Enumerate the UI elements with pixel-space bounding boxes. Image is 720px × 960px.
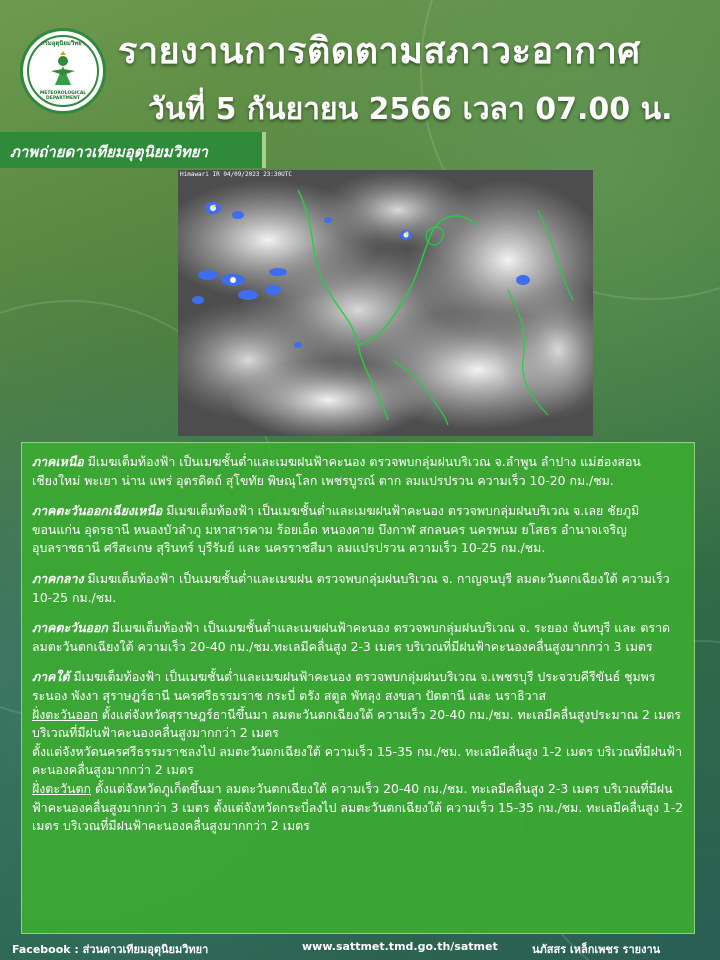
region-northeast [32, 502, 686, 558]
satellite-header-text: Himawari IR 04/09/2023 23:30UTC [180, 171, 292, 178]
region-east [32, 619, 686, 656]
region-text: มีเมฆเต็มท้องฟ้า เป็นเมฆชั้นต่ำและเมฆฝนฟ้าคะนอง ตรวจพบกลุ่มฝนบริเวณ จ. ระยอง จันทบุรี และ ตราด ลมตะวันตกเฉียงใต้ ความเร็ว 20-40 กม./ชม.ทะเลมีคลื่นสูง 2-3 เมตร บริเวณที่มีฝนฟ้าคะนองคลื่นสูงมากกว่า 3 เมตร [32, 620, 671, 654]
east-coast-label: ฝั่งตะวันออก [32, 706, 98, 722]
satellite-section-label: ภาพถ่ายดาวเทียมอุตุนิยมวิทยา [0, 132, 266, 168]
east-coast-text: ตั้งแต่จังหวัดสุราษฎร์ธานีขึ้นมา ลมตะวันตกเฉียงใต้ ความเร็ว 20-40 กม./ชม. ทะเลมีคลื่นสูงประมาณ 2 เมตร บริเวณที่มีฝนฟ้าคะนองคลื่นสูงมากกว่า 2 เมตร [32, 706, 681, 741]
logo-text-bottom: METEOROLOGICAL DEPARTMENT [39, 91, 87, 101]
facebook-link[interactable]: Facebook : ส่วนดาวเทียมอุตุนิยมวิทยา [12, 943, 209, 956]
region-name: ภาคเหนือ [32, 454, 84, 469]
footer [0, 936, 720, 960]
reporter-credit: นภัสสร เหล็กเพชร รายงาน [532, 943, 661, 956]
tmd-logo [20, 28, 106, 114]
website-link[interactable]: www.sattmet.tmd.go.th/satmet [302, 940, 498, 953]
logo-text-top: กรมอุตุนิยมวิทยา [40, 40, 86, 47]
west-coast-text: ตั้งแต่จังหวัดภูเก็ตขึ้นมา ลมตะวันตกเฉียงใต้ ความเร็ว 20-40 กม./ชม. ทะเลมีคลื่นสูง 2-3 เมตร บริเวณที่มีฝนฟ้าคะนองคลื่นสูงมากกว่า 3 เมตร ตั้งแต่จังหวัดกระบี่ลงไป ลมตะวันตกเฉียงใต้ ความเร็ว 15-35 กม./ชม. ทะเลมีคลื่นสูง 1-2 เมตร บริเวณที่มีฝนฟ้าคะนองคลื่นสูงมากกว่า 2 เมตร [32, 780, 684, 834]
weather-summary-panel [21, 442, 695, 934]
region-text: มีเมฆเต็มท้องฟ้า เป็นเมฆชั้นต่ำและเมฆฝน ตรวจพบกลุ่มฝนบริเวณ จ. กาญจนบุรี ลมตะวันตกเฉียงใต้ ความเร็ว 10-25 กม./ชม. [32, 570, 670, 605]
east-coast-block [32, 706, 686, 743]
satellite-image [178, 170, 593, 436]
region-south [32, 668, 686, 835]
region-text: มีเมฆเต็มท้องฟ้า เป็นเมฆชั้นต่ำและเมฆฝนฟ้าคะนอง ตรวจพบกลุ่มฝนบริเวณ จ.ลำพูน ลำปาง แม่ฮ่องสอน เชียงใหม่ พะเยา น่าน แพร่ อุตรดิตถ์ สุโขทัย พิษณุโลก เพชรบูรณ์ ตาก ลมแปรปรวน ความเร็ว 10-20 กม./ชม. [32, 454, 641, 488]
region-central [32, 570, 686, 607]
region-name: ภาคใต้ [32, 669, 70, 685]
report-title: รายงานการติดตามสภาวะอากาศ [118, 31, 641, 72]
deity-emblem-icon [43, 51, 83, 91]
region-north [32, 453, 686, 490]
region-name: ภาคกลาง [32, 570, 84, 586]
region-text: มีเมฆเต็มท้องฟ้า เป็นเมฆชั้นต่ำและเมฆฝนฟ้าคะนอง ตรวจพบกลุ่มฝนบริเวณ จ.เลย ชัยภูมิ ขอนแก่น อุดรธานี หนองบัวลำภู มหาสารคาม ร้อยเอ็ด หนองคาย บึงกาฬ สกลนคร นครพนม ยโสธร อำนาจเจริญ อุบลราชธานี ศรีสะเกษ สุรินทร์ บุรีรัมย์ และ นครราชสีมา ลมแปรปรวน ความเร็ว 10-25 กม./ชม. [32, 503, 640, 556]
region-name: ภาคตะวันออก [32, 620, 108, 636]
region-name: ภาคตะวันออกเฉียงเหนือ [32, 503, 163, 519]
west-coast-block [32, 780, 686, 836]
east-coast-block-2: ตั้งแต่จังหวัดนครศรีธรรมราชลงไป ลมตะวันตกเฉียงใต้ ความเร็ว 15-35 กม./ชม. ทะเลมีคลื่นสูง 1-2 เมตร บริเวณที่มีฝนฟ้าคะนองคลื่นสูงมากกว่า 2 เมตร [32, 743, 683, 778]
report-date: วันที่ 5 กันยายน 2566 เวลา 07.00 น. [148, 92, 673, 127]
region-text: มีเมฆเต็มท้องฟ้า เป็นเมฆชั้นต่ำและเมฆฝนฟ้าคะนอง ตรวจพบกลุ่มฝนบริเวณ จ.เพชรบุรี ประจวบคีรีขันธ์ ชุมพร ระนอง พังงา สุราษฎร์ธานี นครศรีธรรมราช กระบี่ ตรัง สตูล พัทลุง สงขลา ปัตตานี และ นราธิวาส [32, 669, 656, 703]
satellite-ir-map [178, 170, 593, 436]
west-coast-label: ฝั่งตะวันตก [32, 780, 91, 796]
